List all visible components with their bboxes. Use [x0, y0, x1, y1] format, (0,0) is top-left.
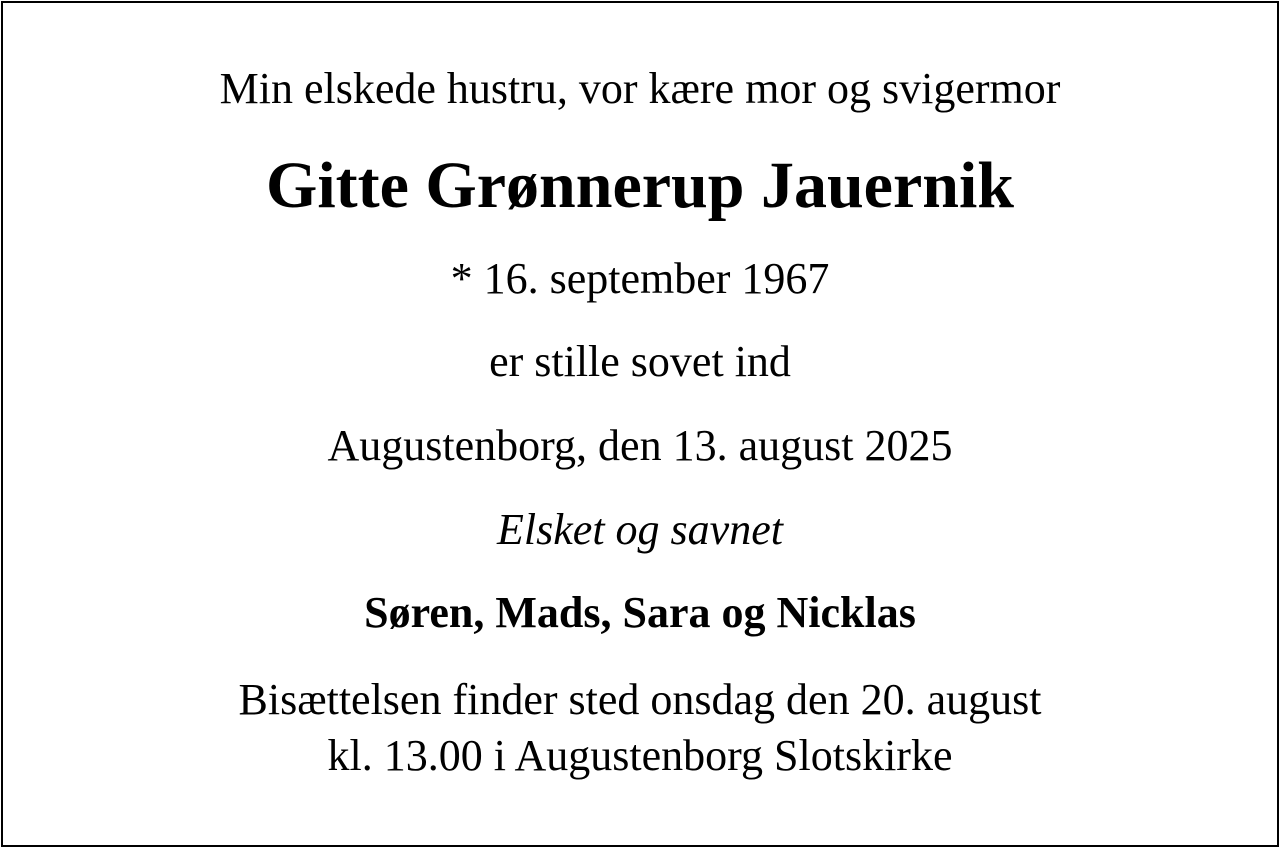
loved-and-missed: Elsket og savnet: [497, 505, 783, 554]
funeral-info-line-2: kl. 13.00 i Augustenborg Slotskirke: [327, 731, 953, 780]
birth-date: * 16. september 1967: [450, 254, 830, 303]
place-and-date: Augustenborg, den 13. august 2025: [327, 421, 953, 470]
family-names: Søren, Mads, Sara og Nicklas: [364, 588, 916, 637]
obituary-notice: [1, 1, 1279, 847]
deceased-name: Gitte Grønnerup Jauernik: [265, 149, 1014, 222]
intro-text: Min elskede hustru, vor kære mor og svigermor: [219, 64, 1061, 113]
funeral-info-line-1: Bisættelsen finder sted onsdag den 20. august: [238, 675, 1042, 724]
passing-text: er stille sovet ind: [489, 337, 791, 386]
